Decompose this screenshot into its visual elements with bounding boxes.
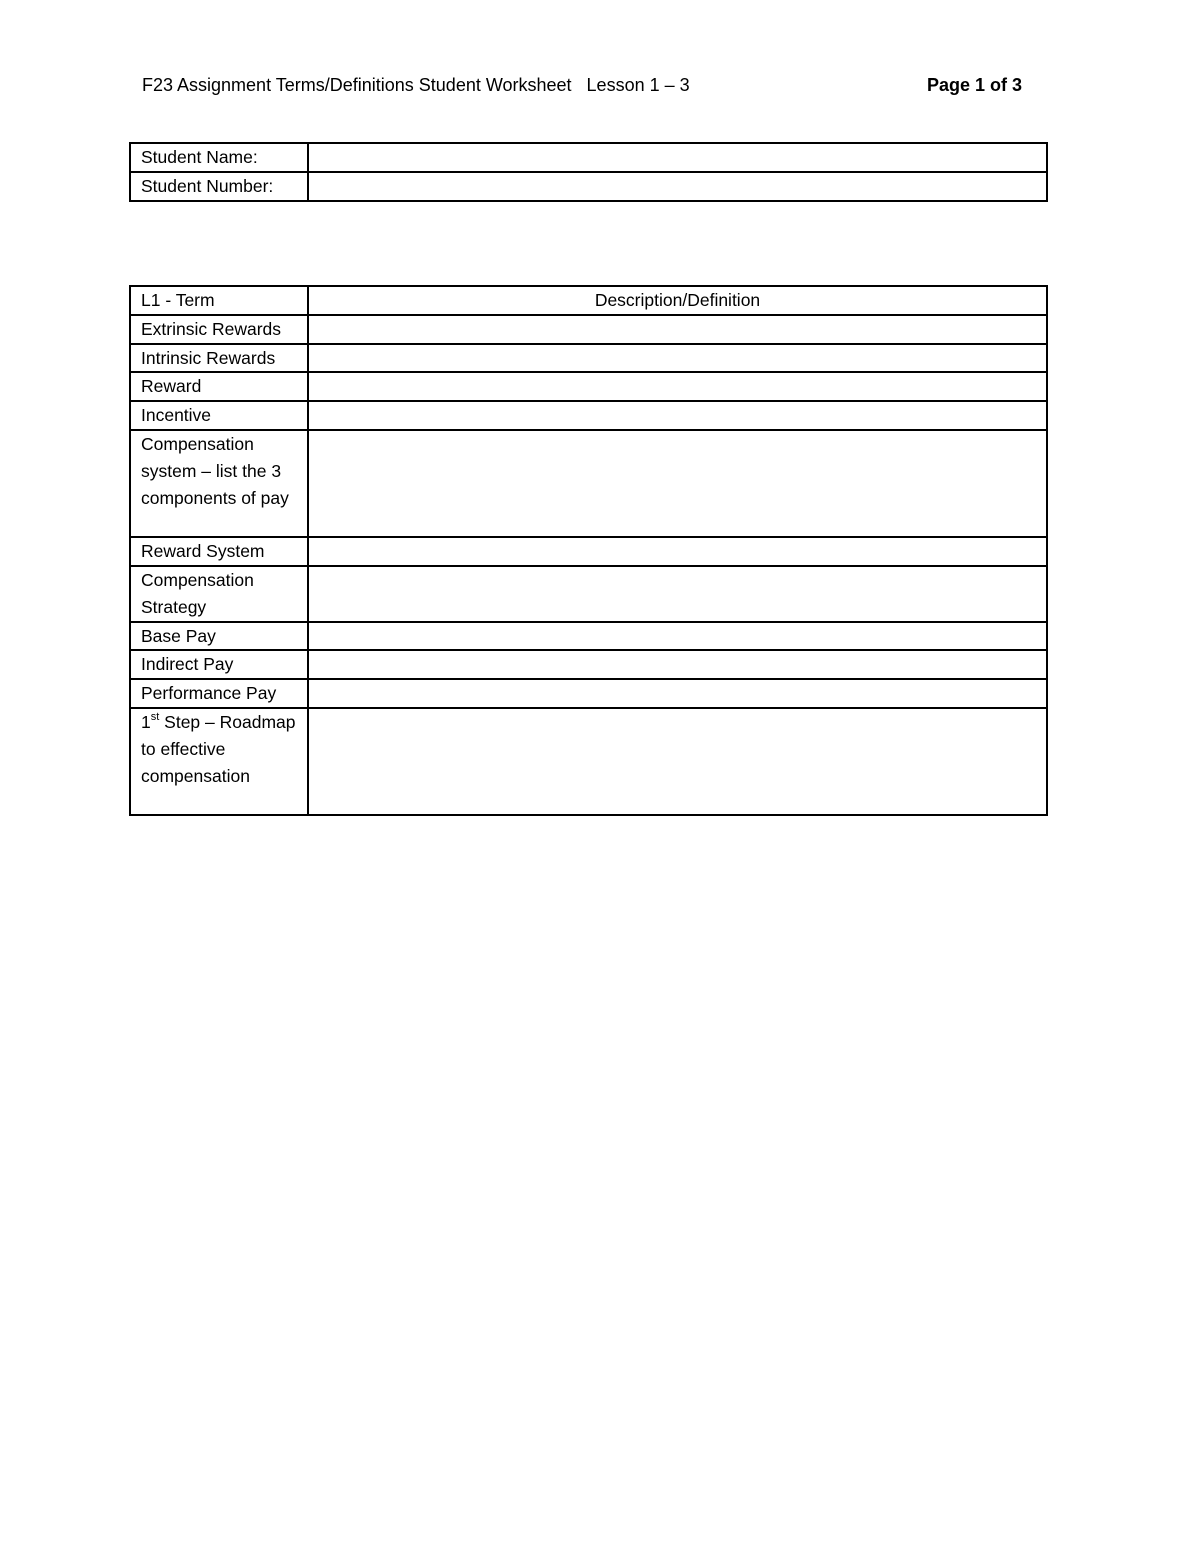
table-row (130, 679, 1047, 708)
term-cell: Base Pay (130, 622, 308, 651)
student-number-label: Student Number: (130, 172, 308, 201)
table-row (130, 344, 1047, 373)
term-cell: Intrinsic Rewards (130, 344, 308, 373)
term-cell: Indirect Pay (130, 650, 308, 679)
term-cell: Reward System (130, 537, 308, 566)
ordinal-suffix: st (150, 711, 160, 724)
student-name-row (130, 143, 1047, 172)
student-name-field[interactable] (308, 143, 1047, 172)
table-row (130, 708, 1047, 815)
page-header (142, 72, 1022, 98)
definition-cell[interactable] (308, 401, 1047, 430)
term-number: 1 (141, 711, 151, 732)
student-number-row (130, 172, 1047, 201)
page-number: Page 1 of 3 (926, 75, 1022, 95)
table-row (130, 372, 1047, 401)
document-title: F23 Assignment Terms/Definitions Student Worksheet Lesson 1 – 3 (142, 75, 690, 95)
term-cell: Compensation Strategy (130, 566, 308, 622)
term-column-header: L1 - Term (130, 286, 308, 315)
definition-cell[interactable] (308, 430, 1047, 537)
table-row (130, 566, 1047, 622)
terms-table-header-row (130, 286, 1047, 315)
table-row (130, 537, 1047, 566)
definition-cell[interactable] (308, 650, 1047, 679)
term-cell: Extrinsic Rewards (130, 315, 308, 344)
table-row (130, 315, 1047, 344)
table-row (130, 401, 1047, 430)
definition-cell[interactable] (308, 372, 1047, 401)
table-row (130, 622, 1047, 651)
definition-cell[interactable] (308, 622, 1047, 651)
student-name-label: Student Name: (130, 143, 308, 172)
student-info-table (129, 142, 1048, 202)
term-cell: Reward (130, 372, 308, 401)
definition-cell[interactable] (308, 344, 1047, 373)
term-cell: Compensation system – list the 3 components of pay (130, 430, 308, 537)
student-number-field[interactable] (308, 172, 1047, 201)
term-text: Step – Roadmap to effective compensation (141, 711, 296, 786)
term-cell (130, 708, 308, 815)
terms-table (129, 285, 1048, 816)
term-cell: Incentive (130, 401, 308, 430)
definition-column-header: Description/Definition (308, 286, 1047, 315)
definition-cell[interactable] (308, 566, 1047, 622)
definition-cell[interactable] (308, 679, 1047, 708)
term-cell: Performance Pay (130, 679, 308, 708)
definition-cell[interactable] (308, 537, 1047, 566)
definition-cell[interactable] (308, 315, 1047, 344)
definition-cell[interactable] (308, 708, 1047, 815)
table-row (130, 430, 1047, 537)
table-row (130, 650, 1047, 679)
